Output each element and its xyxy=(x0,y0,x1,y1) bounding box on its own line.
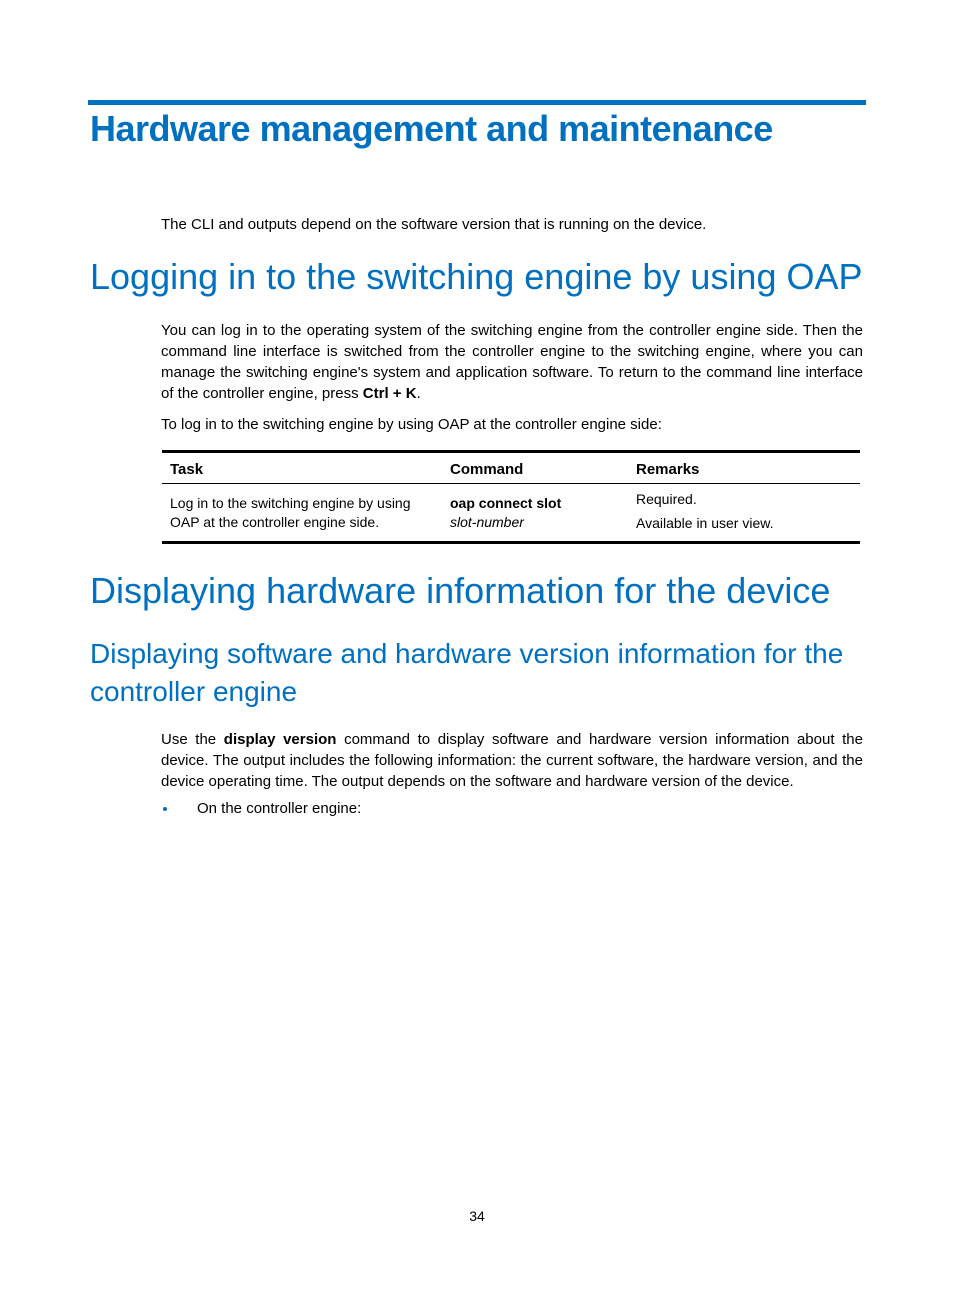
header-task: Task xyxy=(162,452,442,484)
header-command: Command xyxy=(442,452,628,484)
version-paragraph-suffix: command to display software and hardware version information about the device. The output includes the following information: the current software, the hardware version, and the device operating time. The output depends on the software and hardware version of the device. xyxy=(161,731,863,790)
remark-required: Required. xyxy=(636,491,697,507)
oap-paragraph-text: You can log in to the operating system of the switching engine from the controller engine side. Then the command line interface is switched from the controller engine to the switching engine, where you can manage the switching engine's system and application software. To return to the command line interface of the controller engine, press xyxy=(161,322,863,402)
command-argument: slot-number xyxy=(450,514,524,530)
oap-command-table xyxy=(162,450,860,544)
remark-view: Available in user view. xyxy=(636,515,774,531)
table-row xyxy=(162,484,860,543)
cell-task: Log in to the switching engine by using OAP at the controller engine side. xyxy=(162,484,442,543)
table-intro: To log in to the switching engine by using OAP at the controller engine side: xyxy=(161,416,662,433)
header-remarks: Remarks xyxy=(628,452,860,484)
cell-remarks xyxy=(628,484,860,543)
subsection-title-version: Displaying software and hardware version information for the controller engine xyxy=(90,638,844,707)
command-keyword: oap connect slot xyxy=(450,495,562,511)
oap-paragraph xyxy=(161,320,863,404)
bullet-text: On the controller engine: xyxy=(197,800,362,817)
oap-paragraph-end: . xyxy=(416,385,421,402)
command-name: display version xyxy=(223,731,337,748)
bullet-icon xyxy=(163,807,167,811)
version-paragraph xyxy=(161,729,863,792)
cell-command xyxy=(442,484,628,543)
section-title-display: Displaying hardware information for the device xyxy=(90,570,831,611)
heading-rule xyxy=(88,100,866,105)
table-header-row xyxy=(162,452,860,484)
page-title: Hardware management and maintenance xyxy=(90,108,773,149)
page-number: 34 xyxy=(469,1208,485,1224)
intro-note: The CLI and outputs depend on the software version that is running on the device. xyxy=(161,216,707,233)
section-title-oap: Logging in to the switching engine by using OAP xyxy=(90,256,863,297)
key-combination: Ctrl + K xyxy=(362,385,417,402)
version-paragraph-prefix: Use the xyxy=(161,731,224,748)
